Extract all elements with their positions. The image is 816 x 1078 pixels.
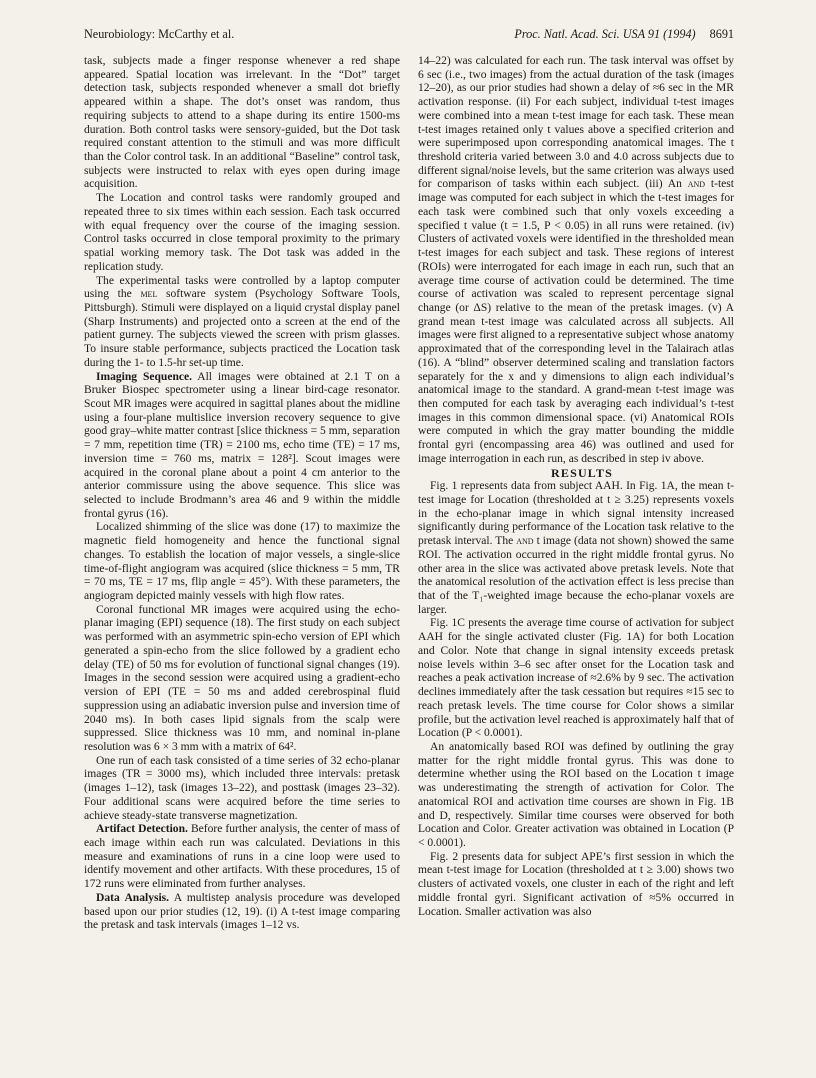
text-run: software system (Psychology Software Tools, Pittsburgh). Stimuli were displayed on a liquid crystal display panel (Sharp Instruments) and projected onto a screen at the end of the patient gurney. The subjects viewed the screen with prism glasses. To insure stable performance, subjects practiced the Location task during the 1- to 1.5-hr set-up time. bbox=[84, 288, 400, 369]
text-run: 14–22) was calculated for each run. The task interval was offset by 6 sec (i.e., two images) from the actual duration of the task (images 12–20), as our prior studies had shown a delay of ≈6 sec in the MR activation response. (ii) For each subject, individual t-test images were combined into a mean t-test image for each task. These mean t-test images retained only t values above a specified criterion and were superimposed upon corresponding anatomical images. The t threshold criteria varied between 3.0 and 4.0 across subjects due to different signal/noise levels, but the same criterion was always used for comparison of tasks within each subject. (iii) An bbox=[418, 55, 734, 191]
text-run: t-test image was computed for each subject in which the t-test images for each task were combined such that only voxels exceeding a specified t value (t = 1.5, P < 0.05) in all runs were retained. (iv) Clusters of activated voxels were identified in the thresholded mean t-test images for each subject and task. These regions of interest (ROIs) were interrogated for each image in each run, such that an average time course of activation could be determined. The time course of activation was scaled to represent percentage signal change (or ΔS) relative to the mean of the pretask images. (v) A grand mean t-test image was calculated across all subjects. All images were first aligned to a representative subject whose anatomy approximated that of the corresponding level in the Talairach atlas (16). A “blind” observer determined scaling and translation factors separately for the x and y dimensions to align each individual’s anatomical image to the standard. A grand-mean t-test image was then computed for each task by averaging each individual’s t-test images in this common dimensional space. (vi) Anatomical ROIs were computed in which the gray matter bounding the middle frontal gyri (encompassing area 46) was outlined and used for image interrogation in each run, as described in step iv above. bbox=[418, 178, 734, 465]
small-caps-text: and bbox=[516, 535, 534, 548]
text-run: All images were obtained at 2.1 T on a Bruker Biospec spectrometer using a linear bird-cage resonator. Scout MR images were acquired in sagittal planes about the midline using a four-plane multislice inversion recovery sequence to give good gray–white matter contrast [slice thickness = 5 mm, separation = 7 mm, repetition time (TR) = 2100 ms, echo time (TE) = 17 ms, inversion time = 760 ms, matrix = 128²]. Scout images were acquired in the coronal plane about a point 4 cm anterior to the anterior commissure using the above sequence. This slice was selected to include Brodmann’s area 46 and 9 within the middle frontal gyrus (16). bbox=[84, 370, 400, 520]
paragraph bbox=[418, 480, 734, 617]
paragraph: task, subjects made a finger response whenever a red shape appeared. Spatial location was irrelevant. In the “Dot” target detection task, subjects responded whenever a small dot briefly appeared within a shape. The dot’s onset was random, thus requiring subjects to attend to a shape during its entire 1500-ms duration. Both control tasks were sensory-guided, but the Dot task required constant attention to the stimuli and was more difficult than the Color control task. In an additional “Baseline” control task, subjects were instructed to relax with eyes open during image acquisition. bbox=[84, 55, 400, 191]
text-run: Fig. 1 represents data from subject AAH. In Fig. 1A, the mean t-test image for Location (thresholded at t ≥ 3.25) represents voxels in the echo-planar image in which signal intensity increased significantly during performance of the Location task relative to the pretask interval. The bbox=[418, 480, 734, 548]
left-column bbox=[84, 55, 400, 933]
header-journal: Proc. Natl. Acad. Sci. USA 91 (1994) bbox=[514, 27, 696, 41]
paragraph: Localized shimming of the slice was done (17) to maximize the magnetic field homogeneity and hence the functional signal changes. To establish the location of major vessels, a single-slice time-of-flight angiogram was acquired (slice thickness = 5 mm, TR = 70 ms, TE = 17 ms, flip angle = 45°). With these parameters, the angiogram depicted mainly vessels with high flow rates. bbox=[84, 521, 400, 603]
small-caps-text: mel bbox=[140, 288, 158, 301]
text-run: t image (data not shown) showed the same ROI. The activation occurred in the right middle frontal gyrus. No other area in the slice was activated above pretask levels. Note that the anatomical resolution of the activation effect is less precise than that of the T₁-weighted image because the echo-planar voxels are larger. bbox=[418, 535, 734, 616]
header-page-number: 8691 bbox=[709, 27, 734, 41]
paragraph-data-analysis bbox=[84, 892, 400, 933]
paragraph bbox=[84, 275, 400, 371]
text-run: A multistep analysis procedure was developed based upon our prior studies (12, 19). (i) A t-test image comparing the pretask and task intervals (images 1–12 vs. bbox=[84, 891, 400, 932]
paragraph: An anatomically based ROI was defined by outlining the gray matter for the right middle frontal gyrus. This was done to determine whether using the ROI based on the Location t image was underestimating the strength of activation for Color. The anatomical ROI and activation time courses are shown in Fig. 1B and D, respectively. Similar time courses were observed for both Location and Color. Greater activation was obtained in Location (P < 0.0001). bbox=[418, 740, 734, 849]
paragraph: The Location and control tasks were randomly grouped and repeated three to six times within each session. Each task occurred with equal frequency over the course of the imaging session. Control tasks occurred in close temporal proximity to the primary spatial working memory task. The Dot task was added in the replication study. bbox=[84, 192, 400, 273]
run-in-heading: Imaging Sequence. bbox=[96, 370, 193, 383]
paragraph: Coronal functional MR images were acquired using the echo-planar imaging (EPI) sequence (18). The first study on each subject was performed with an asymmetric spin-echo version of EPI which generated a spin-echo from the slice followed by a gradient echo delay (TE) of 50 ms for evolution of functional signal changes (19). Images in the second session were acquired using a gradient-echo version of EPI (TE = 50 ms and added cerebrospinal fluid suppression using an adiabatic inversion pulse and inversion time of 2040 ms). In both cases lipid signals from the scalp were suppressed. Slice thickness was 10 mm, and nominal in-plane resolution was 6 × 3 mm with a matrix of 64². bbox=[84, 603, 400, 753]
small-caps-text: and bbox=[687, 178, 706, 191]
text-run: The experimental tasks were controlled by a laptop computer using the bbox=[84, 274, 400, 301]
run-in-heading: Artifact Detection. bbox=[96, 823, 188, 836]
paragraph: Fig. 1C presents the average time course of activation for subject AAH for the single activated cluster (Fig. 1A) for both Location and Color. Note that change in signal intensity exceeds pretask noise levels within 3–6 sec after onset for the Location task and reaches a peak activation increase of ≈2.6% by 9 sec. The activation declines immediately after the task cessation but requires ≈15 sec to reach pretask levels. The time course for Color shows a similar profile, but the activation level reached is approximately half that of Location (P < 0.0001). bbox=[418, 617, 734, 740]
paragraph-imaging-sequence bbox=[84, 371, 400, 522]
header-section-authors: Neurobiology: McCarthy et al. bbox=[84, 27, 235, 41]
paragraph: Fig. 2 presents data for subject APE’s first session in which the mean t-test image for Location (thresholded at t ≥ 3.00) shows two clusters of activated voxels, one cluster in each of the right and left middle frontal gyri. Significant activation of ≈5% occurred in Location. Smaller activation was also bbox=[418, 850, 734, 918]
running-header bbox=[84, 26, 734, 42]
paragraph bbox=[418, 55, 734, 467]
run-in-heading: Data Analysis. bbox=[96, 891, 170, 904]
results-heading: RESULTS bbox=[551, 465, 613, 480]
text-run: Before further analysis, the center of mass of each image within each run was calculated. Deviations in this measure and examinations of runs in a cine loop were used to identify movement and other artifacts. With these procedures, 15 of 172 runs were eliminated from further analyses. bbox=[84, 823, 400, 891]
right-column bbox=[418, 55, 734, 919]
paragraph-artifact-detection bbox=[84, 823, 400, 892]
header-journal-info bbox=[514, 26, 734, 42]
paragraph: One run of each task consisted of a time series of 32 echo-planar images (TR = 3000 ms), which included three intervals: pretask (images 1–12), task (images 13–22), and posttask (images 23–32). Four additional scans were acquired before the time series to achieve steady-state transverse magnetization. bbox=[84, 754, 400, 822]
